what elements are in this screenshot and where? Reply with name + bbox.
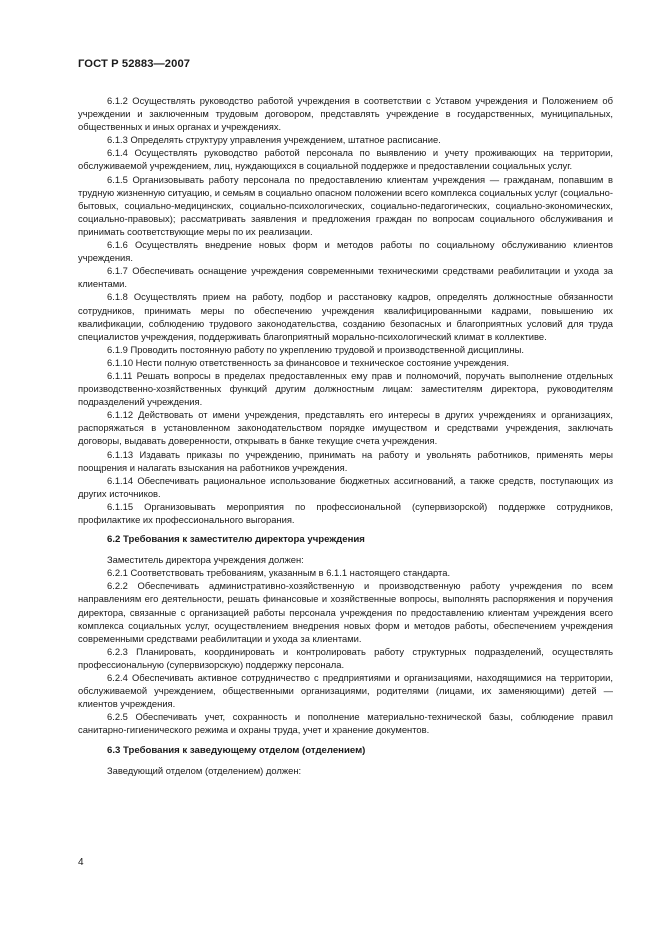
paragraph-6-1-14: 6.1.14 Обеспечивать рациональное использование бюджетных ассигнований, а также средств, поступающих из других источников. (78, 474, 613, 499)
paragraph-6-1-10: 6.1.10 Нести полную ответственность за финансовое и техническое состояние учреждения. (107, 356, 509, 368)
paragraph-6-2-intro: Заместитель директора учреждения должен: (107, 554, 304, 566)
paragraph-6-1-2: 6.1.2 Осуществлять руководство работой учреждения в соответствии с Уставом учреждения и Положением об учреждении и заключенным трудовым договором, представлять учреждение в государственных, муниципальных, общественных и иных органах и учреждениях. (78, 95, 613, 133)
paragraph-6-1-8: 6.1.8 Осуществлять прием на работу, подбор и расстановку кадров, определять должностные обязанности сотрудников, принимать меры по обеспечению учреждения квалифицированными кадрами, повышению их квалификации, соблюдению трудового законодательства, созданию безопасных и благоприятных условий для труда специалистов учреждения, поддерживать благоприятный морально-психологический климат в коллективе. (78, 291, 613, 342)
section-heading-6-2: 6.2 Требования к заместителю директора учреждения (107, 534, 365, 546)
paragraph-6-3-intro: Заведующий отделом (отделением) должен: (107, 764, 302, 776)
paragraph-6-1-9: 6.1.9 Проводить постоянную работу по укреплению трудовой и производственной дисциплины. (107, 343, 524, 355)
paragraph-6-1-11: 6.1.11 Решать вопросы в пределах предоставленных ему прав и полномочий, поручать выполнение отдельных производственно-хозяйственных функций другим должностным лицам: заместителям директора, руководителям подразделений учреждения. (78, 369, 613, 408)
paragraph-6-1-12: 6.1.12 Действовать от имени учреждения, представлять его интересы в других учреждениях и организациях, распоряжаться в установленном законодательством порядке имуществом и средствами учреждения, заключать договоры, выдавать доверенности, открывать в банке текущие счета учреждения. (78, 409, 613, 447)
document-body (78, 94, 613, 777)
paragraph-6-1-6: 6.1.6 Осуществлять внедрение новых форм и методов работы по социальному обслуживанию клиентов учреждения. (78, 239, 613, 264)
paragraph-6-1-3: 6.1.3 Определять структуру управления учреждением, штатное расписание. (107, 134, 441, 146)
document-header: ГОСТ Р 52883—2007 (78, 58, 191, 70)
paragraph-6-2-5: 6.2.5 Обеспечивать учет, сохранность и пополнение материально-технической базы, соблюдение правил санитарно-гигиенического режима и охраны труда, учет и хранение документов. (78, 711, 613, 736)
section-heading-6-3: 6.3 Требования к заведующему отделом (отделением) (107, 744, 366, 756)
paragraph-6-2-4: 6.2.4 Обеспечивать активное сотрудничество с предприятиями и организациями, находящимися на территории, обслуживаемой учреждением, общественными организациями, родителями (лицами, их заменяющими) детей — клиентов учреждения. (78, 672, 613, 710)
paragraph-6-1-5: 6.1.5 Организовывать работу персонала по предоставлению клиентам учреждения — гражданам, попавшим в трудную жизненную ситуацию, и семьям в социально опасном положении всего комплекса социальных услуг (социально-бытовых, социально-медицинских, социально-психологических, социально-педагогических, социально-экономических, социально-правовых); рассматривать заявления и предложения граждан по вопросам социального обслуживания и принимать соответствующие меры по их реализации. (78, 173, 613, 237)
paragraph-6-1-15: 6.1.15 Организовывать мероприятия по профессиональной (супервизорской) поддержке сотрудников, профилактике их профессионального выгорания. (78, 500, 613, 525)
paragraph-6-1-4: 6.1.4 Осуществлять руководство работой персонала по выявлению и учету проживающих на территории, обслуживаемой учреждением, лиц, нуждающихся в социальной поддержке и предоставлении социальных услуг. (78, 147, 613, 172)
paragraph-6-2-1: 6.2.1 Соответствовать требованиям, указанным в 6.1.1 настоящего стандарта. (107, 567, 451, 579)
paragraph-6-1-13: 6.1.13 Издавать приказы по учреждению, принимать на работу и увольнять работников, применять меры поощрения и налагать взыскания на работников учреждения. (78, 448, 613, 473)
paragraph-6-1-7: 6.1.7 Обеспечивать оснащение учреждения современными техническими средствами реабилитации и ухода за клиентами. (78, 265, 613, 290)
paragraph-6-2-3: 6.2.3 Планировать, координировать и контролировать работу структурных подразделений, осуществлять профессиональную (супервизорскую) поддержку персонала. (78, 645, 613, 670)
page-number: 4 (78, 857, 84, 868)
paragraph-6-2-2: 6.2.2 Обеспечивать административно-хозяйственную и производственную работу учреждения по всем направлениям его деятельности, решать финансовые и хозяйственные вопросы, выполнять распоряжения и поручения директора, связанные с организацией работы персонала учреждения по предоставлению клиентам учреждения всего комплекса социальных услуг, осуществлением внедрения новых форм и методов работы, обеспечением учреждения современными средствами реабилитации и ухода за клиентами. (78, 580, 613, 644)
